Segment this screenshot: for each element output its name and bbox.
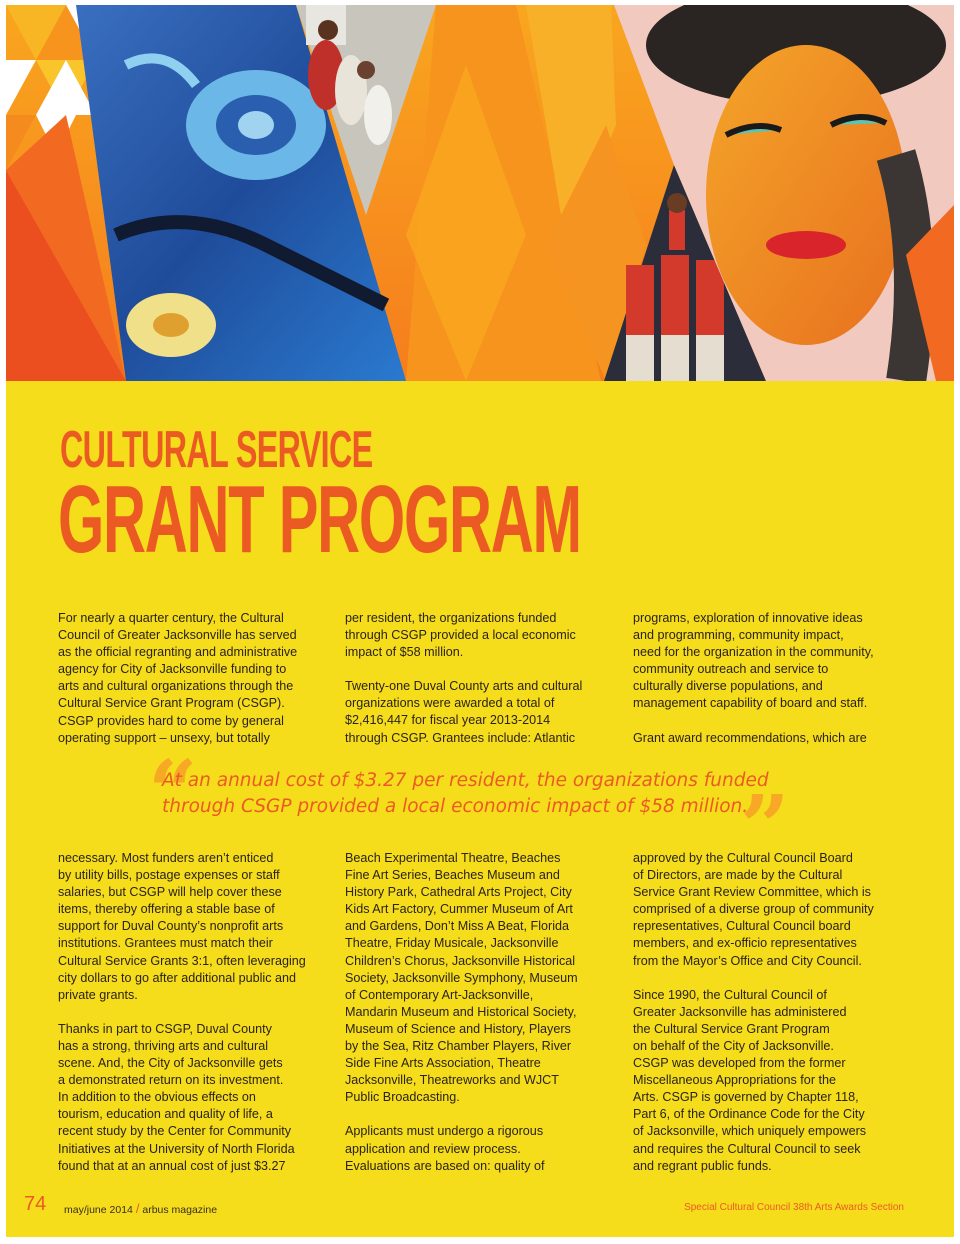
text-line: representatives, Cultural Council board bbox=[633, 919, 851, 934]
text-line: per resident, the organizations funded bbox=[345, 611, 557, 625]
text-line: and regrant public funds. bbox=[633, 1158, 772, 1173]
text-line: Side Fine Arts Association, Theatre bbox=[345, 1056, 541, 1071]
paragraph bbox=[345, 678, 582, 746]
text-line: Museum of Science and History, Players bbox=[345, 1021, 571, 1036]
text-line: Beach Experimental Theatre, Beaches bbox=[345, 851, 561, 865]
column-1-top bbox=[58, 610, 297, 747]
text-line: comprised of a diverse group of community bbox=[633, 902, 874, 917]
text-line: a demonstrated return on its investment. bbox=[58, 1073, 284, 1088]
text-line: organizations were awarded a total of bbox=[345, 696, 555, 711]
column-3-top bbox=[633, 610, 874, 747]
text-line: and programming, community impact, bbox=[633, 628, 844, 643]
text-line: History Park, Cathedral Arts Project, City bbox=[345, 885, 572, 900]
title-line-2: GRANT PROGRAM bbox=[58, 466, 581, 573]
text-line: found that at an annual cost of just $3.27 bbox=[58, 1158, 286, 1173]
pull-quote bbox=[162, 768, 802, 820]
paragraph bbox=[633, 730, 874, 747]
text-line: Evaluations are based on: quality of bbox=[345, 1158, 545, 1173]
text-line: from the Mayor’s Office and City Council. bbox=[633, 953, 862, 968]
photo-banner bbox=[6, 5, 954, 381]
text-line: Arts. CSGP is governed by Chapter 118, bbox=[633, 1090, 859, 1105]
text-line: Kids Art Factory, Cummer Museum of Art bbox=[345, 902, 573, 917]
text-line: Cultural Service Grants 3:1, often leveraging bbox=[58, 953, 306, 968]
text-line: members, and ex-officio representatives bbox=[633, 936, 857, 951]
text-line: programs, exploration of innovative ideas bbox=[633, 611, 863, 625]
text-line: application and review process. bbox=[345, 1141, 521, 1156]
text-line: Public Broadcasting. bbox=[345, 1090, 460, 1105]
text-line: culturally diverse populations, and bbox=[633, 679, 823, 694]
text-line: approved by the Cultural Council Board bbox=[633, 851, 853, 865]
column-1-bottom bbox=[58, 850, 306, 1175]
text-line: Council of Greater Jacksonville has served bbox=[58, 628, 297, 643]
text-line: recent study by the Center for Community bbox=[58, 1124, 292, 1139]
section-label: Special Cultural Council 38th Arts Awards Section bbox=[684, 1202, 904, 1213]
text-line: CSGP provides hard to come by general bbox=[58, 713, 284, 728]
text-line: For nearly a quarter century, the Cultural bbox=[58, 611, 284, 625]
text-line: of Contemporary Art-Jacksonville, bbox=[345, 987, 534, 1002]
text-line: private grants. bbox=[58, 987, 138, 1002]
paragraph bbox=[633, 987, 874, 1175]
column-2-top bbox=[345, 610, 582, 747]
text-line: and requires the Cultural Council to seek bbox=[633, 1141, 861, 1156]
diamond-pattern-center bbox=[406, 5, 646, 381]
text-line: $2,416,447 for fiscal year 2013-2014 bbox=[345, 713, 551, 728]
text-line: Jacksonville, Theatreworks and WJCT bbox=[345, 1073, 559, 1088]
text-line: on behalf of the City of Jacksonville. bbox=[633, 1038, 834, 1053]
issue-date: may/june 2014 bbox=[64, 1204, 133, 1216]
text-line: support for Duval County’s nonprofit arts bbox=[58, 919, 284, 934]
text-line: In addition to the obvious effects on bbox=[58, 1090, 256, 1105]
paragraph bbox=[58, 610, 297, 747]
text-line: through CSGP provided a local economic bbox=[345, 628, 576, 643]
pull-quote-line: through CSGP provided a local economic impact of $58 million. bbox=[162, 796, 749, 817]
text-line: Miscellaneous Appropriations for the bbox=[633, 1073, 837, 1088]
text-line: Part 6, of the Ordinance Code for the City bbox=[633, 1107, 865, 1122]
text-line: agency for City of Jacksonville funding to bbox=[58, 662, 287, 677]
text-line: the Cultural Service Grant Program bbox=[633, 1021, 830, 1036]
text-line: Fine Art Series, Beaches Museum and bbox=[345, 868, 560, 883]
issue-credit bbox=[64, 1201, 217, 1216]
text-line: city dollars to go after additional public and bbox=[58, 970, 297, 985]
text-line: salaries, but CSGP will help cover these bbox=[58, 885, 282, 900]
text-line: of Jacksonville, which uniquely empowers bbox=[633, 1124, 867, 1139]
column-3-bottom bbox=[633, 850, 874, 1175]
text-line: necessary. Most funders aren’t enticed bbox=[58, 851, 274, 865]
paragraph bbox=[58, 1021, 306, 1175]
text-line: through CSGP. Grantees include: Atlantic bbox=[345, 730, 576, 745]
close-quote-icon: ” bbox=[740, 777, 790, 878]
text-line: impact of $58 million. bbox=[345, 645, 464, 660]
text-line: Theatre, Friday Musicale, Jacksonville bbox=[345, 936, 559, 951]
text-line: as the official regranting and administrative bbox=[58, 645, 298, 660]
text-line: Greater Jacksonville has administered bbox=[633, 1004, 847, 1019]
text-line: Cultural Service Grant Program (CSGP). bbox=[58, 696, 285, 711]
text-line: has a strong, thriving arts and cultural bbox=[58, 1038, 269, 1053]
text-line: tourism, education and quality of life, a bbox=[58, 1107, 273, 1122]
text-line: Mandarin Museum and Historical Society, bbox=[345, 1004, 577, 1019]
text-line: of Directors, are made by the Cultural bbox=[633, 868, 843, 883]
text-line: management capability of board and staff. bbox=[633, 696, 868, 711]
text-line: Thanks in part to CSGP, Duval County bbox=[58, 1021, 272, 1036]
magazine-name: arbus magazine bbox=[142, 1204, 218, 1216]
text-line: Initiatives at the University of North Florida bbox=[58, 1141, 295, 1156]
title-line-1: CULTURAL SERVICE bbox=[60, 421, 373, 479]
text-line: and Gardens, Don’t Miss A Beat, Florida bbox=[345, 919, 569, 934]
paragraph bbox=[58, 850, 306, 1004]
text-line: institutions. Grantees must match their bbox=[58, 936, 273, 951]
text-line: Applicants must undergo a rigorous bbox=[345, 1124, 544, 1139]
text-line: Children’s Chorus, Jacksonville Historical bbox=[345, 953, 576, 968]
text-line: arts and cultural organizations through the bbox=[58, 679, 294, 694]
text-line: by the Sea, Ritz Chamber Players, River bbox=[345, 1039, 572, 1054]
text-line: need for the organization in the community, bbox=[633, 645, 874, 660]
column-2-bottom bbox=[345, 850, 578, 1175]
paragraph bbox=[345, 610, 582, 661]
paragraph bbox=[633, 850, 874, 970]
paragraph bbox=[345, 1123, 578, 1174]
text-line: community outreach and service to bbox=[633, 662, 829, 677]
text-line: operating support – unsexy, but totally bbox=[58, 730, 270, 745]
text-line: items, thereby offering a stable base of bbox=[58, 902, 275, 917]
text-line: scene. And, the City of Jacksonville gets bbox=[58, 1056, 283, 1071]
text-line: Service Grant Review Committee, which is bbox=[633, 885, 871, 900]
text-line: Grant award recommendations, which are bbox=[633, 730, 867, 745]
text-line: CSGP was developed from the former bbox=[633, 1056, 846, 1071]
page-number: 74 bbox=[24, 1193, 47, 1215]
text-line: Since 1990, the Cultural Council of bbox=[633, 987, 827, 1002]
pull-quote-line: At an annual cost of $3.27 per resident, the organizations funded bbox=[162, 770, 769, 791]
text-line: Society, Jacksonville Symphony, Museum bbox=[345, 970, 578, 985]
text-line: by utility bills, postage expenses or staff bbox=[58, 868, 280, 883]
text-line: Twenty-one Duval County arts and cultural bbox=[345, 679, 583, 694]
paragraph bbox=[345, 850, 578, 1106]
open-quote-icon: “ bbox=[148, 742, 198, 843]
slash-separator: / bbox=[135, 1201, 140, 1216]
paragraph bbox=[633, 610, 874, 713]
